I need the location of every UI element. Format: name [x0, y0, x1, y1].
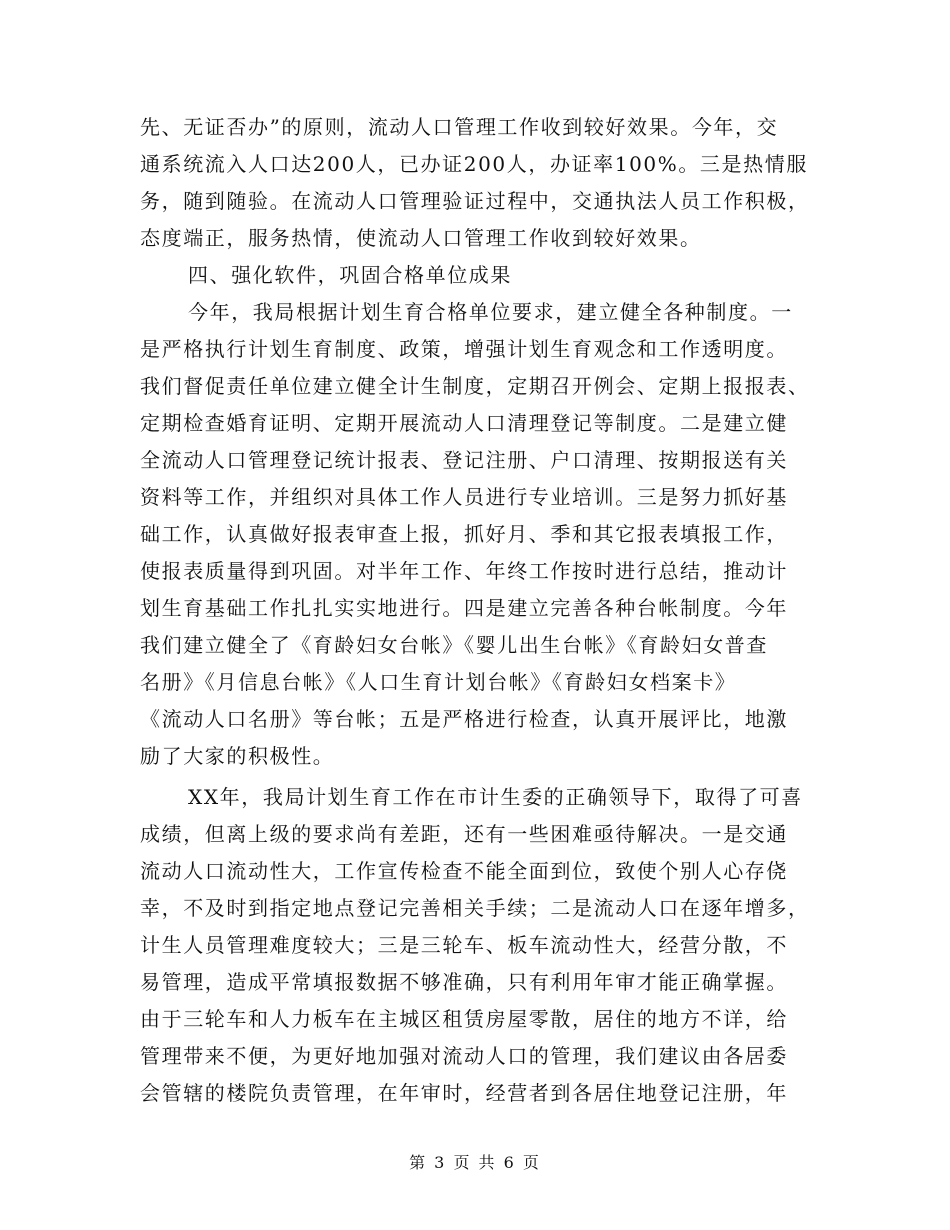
text-line: 通系统流入人口达200人，已办证200人，办证率100%。三是热情服 — [140, 152, 808, 176]
text-line: 流动人口流动性大，工作宣传检查不能全面到位，致使个别人心存侥 — [140, 859, 788, 883]
text-line: 是严格执行计划生育制度、政策，增强计划生育观念和工作透明度。 — [140, 337, 788, 361]
text-line: 全流动人口管理登记统计报表、登记注册、户口清理、按期报送有关 — [140, 448, 788, 472]
text-line: 资料等工作，并组织对具体工作人员进行专业培训。三是努力抓好基 — [140, 485, 788, 509]
text-line: 名册》《月信息台帐》《人口生育计划台帐》《育龄妇女档案卡》 — [140, 670, 737, 694]
page-number-footer: 第 3 页 共 6 页 — [409, 1153, 541, 1172]
text-line: 管理带来不便，为更好地加强对流动人口的管理，我们建议由各居委 — [140, 1044, 788, 1068]
text-line: 先、无证否办”的原则，流动人口管理工作收到较好效果。今年，交 — [140, 115, 779, 139]
text-line: 《流动人口名册》等台帐；五是严格进行检查，认真开展评比，地激 — [140, 707, 788, 731]
text-line: 务，随到随验。在流动人口管理验证过程中，交通执法人员工作积极， — [140, 189, 810, 213]
text-line: 定期检查婚育证明、定期开展流动人口清理登记等制度。二是建立健 — [140, 411, 788, 435]
paragraph-first-line: 今年，我局根据计划生育合格单位要求，建立健全各种制度。一 — [188, 300, 793, 324]
text-line: 由于三轮车和人力板车在主城区租赁房屋零散，居住的地方不详，给 — [140, 1007, 788, 1031]
paragraph-first-line: XX年，我局计划生育工作在市计生委的正确领导下，取得了可喜 — [188, 785, 803, 809]
text-line: 易管理，造成平常填报数据不够准确，只有利用年审才能正确掌握。 — [140, 970, 788, 994]
text-line: 励了大家的积极性。 — [140, 744, 335, 768]
text-line: 计生人员管理难度较大；三是三轮车、板车流动性大，经营分散，不 — [140, 933, 788, 957]
text-line: 成绩，但离上级的要求尚有差距，还有一些困难亟待解决。一是交通 — [140, 822, 788, 846]
text-line: 我们建立健全了《育龄妇女台帐》《婴儿出生台帐》《育龄妇女普查 — [140, 633, 768, 657]
text-line: 使报表质量得到巩固。对半年工作、年终工作按时进行总结，推动计 — [140, 559, 788, 583]
text-line: 幸，不及时到指定地点登记完善相关手续；二是流动人口在逐年增多， — [140, 896, 810, 920]
text-line: 态度端正，服务热情，使流动人口管理工作收到较好效果。 — [140, 226, 702, 250]
text-line: 础工作，认真做好报表审查上报，抓好月、季和其它报表填报工作， — [140, 522, 788, 546]
text-line: 划生育基础工作扎扎实实地进行。四是建立完善各种台帐制度。今年 — [140, 596, 788, 620]
text-line: 会管辖的楼院负责管理，在年审时，经营者到各居住地登记注册，年 — [140, 1081, 788, 1105]
text-line: 我们督促责任单位建立健全计生制度，定期召开例会、定期上报报表、 — [140, 374, 810, 398]
section-heading: 四、强化软件，巩固合格单位成果 — [188, 263, 512, 287]
